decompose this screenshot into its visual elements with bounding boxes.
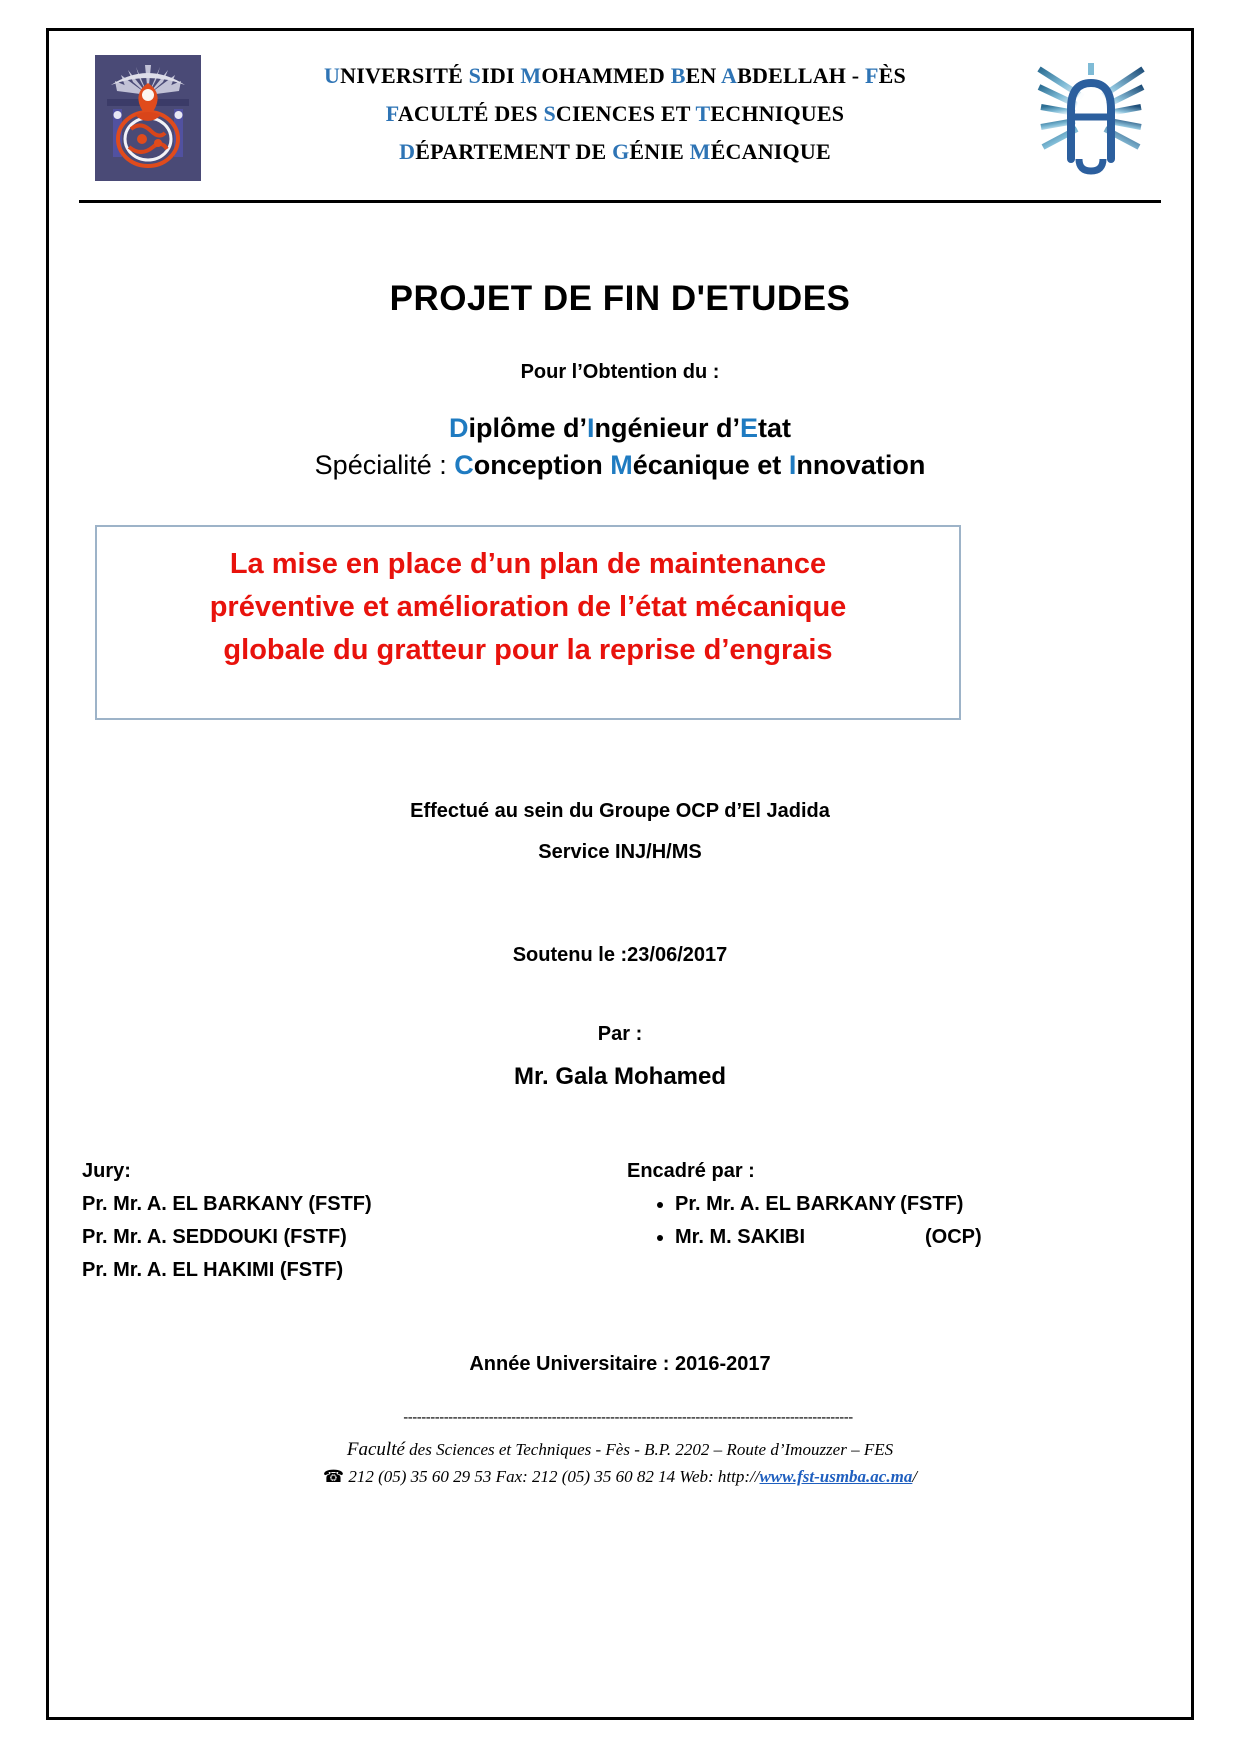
specialty-line (49, 450, 1191, 481)
supervisor-name: Pr. Mr. A. EL BARKANY (675, 1193, 897, 1215)
thesis-title-line-2: préventive et amélioration de l’état mécanique (209, 591, 847, 623)
degree-line (49, 413, 1191, 444)
jury-section (82, 1155, 582, 1287)
footer-address (49, 1436, 1191, 1463)
university-titles (219, 57, 1011, 171)
website-link[interactable]: www.fst-usmba.ac.ma (759, 1467, 913, 1486)
degree-cap-d: D (448, 413, 469, 443)
document-header (49, 39, 1191, 189)
degree-cap-e: E (740, 413, 759, 443)
specialty-cap-i: I (788, 450, 797, 480)
thesis-title-line-3: globale du gratteur pour la reprise d’engrais (223, 634, 833, 666)
author-name: Mr. Gala Mohamed (513, 1063, 727, 1090)
supervisor-name: Mr. M. SAKIBI (675, 1226, 806, 1248)
supervision-section (627, 1155, 1147, 1254)
degree-text-3: tat (758, 413, 792, 443)
footer-faculty-word: Faculté (346, 1439, 405, 1460)
supervisor-list (627, 1188, 1147, 1254)
author-label: Par : (597, 1023, 643, 1045)
host-organisation (49, 791, 1191, 873)
degree-text-1: iplôme d’ (468, 413, 587, 443)
specialty-text-1: onception (473, 450, 611, 480)
supervisor-org: (OCP) (925, 1226, 982, 1248)
jury-member: Pr. Mr. A. EL BARKANY (FSTF) (82, 1193, 372, 1215)
jury-member: Pr. Mr. A. SEDDOUKI (FSTF) (82, 1226, 347, 1248)
page-title: PROJET DE FIN D'ETUDES (389, 279, 851, 318)
degree-cap-i: I (586, 413, 595, 443)
specialty-cap-c: C (454, 450, 474, 480)
defense-date: Soutenu le :23/06/2017 (512, 944, 728, 966)
footer-contact (49, 1463, 1191, 1490)
degree-text-2: ngénieur d’ (594, 413, 741, 443)
phone-icon: ☎ (322, 1467, 345, 1486)
footer-contact-text: 212 (05) 35 60 29 53 Fax: 212 (05) 35 60 82 14 Web: http:// (344, 1467, 760, 1486)
department-name-line: DÉPARTEMENT DE GÉNIE MÉCANIQUE (399, 139, 831, 164)
page-border (46, 28, 1194, 1720)
list-item (675, 1188, 1147, 1221)
thesis-title (111, 543, 945, 672)
thesis-title-box (95, 525, 961, 720)
specialty-text-3: nnovation (796, 450, 926, 480)
footer-address-rest: des Sciences et Techniques - Fès - B.P. 2202 – Route d’Imouzzer – FES (404, 1440, 894, 1459)
jury-member: Pr. Mr. A. EL HAKIMI (FSTF) (82, 1259, 344, 1281)
supervision-heading: Encadré par : (627, 1160, 755, 1182)
usmba-university-logo-icon (95, 55, 201, 181)
list-item (675, 1221, 1147, 1254)
footer-separator: ---------------------------------------------------------------------------------------------------- (403, 1409, 853, 1426)
page-content (49, 31, 1191, 1717)
header-divider (79, 200, 1161, 203)
thesis-title-line-1: La mise en place d’un plan de maintenance (229, 548, 827, 580)
organisation-line-1: Effectué au sein du Groupe OCP d’El Jadida (410, 800, 830, 822)
footer (49, 1436, 1191, 1490)
academic-year: Année Universitaire : 2016-2017 (469, 1353, 771, 1375)
university-name-line: UNIVERSITÉ SIDI MOHAMMED BEN ABDELLAH - FÈS (324, 63, 906, 88)
organisation-line-2: Service INJ/H/MS (538, 841, 702, 863)
specialty-label: Spécialité : (314, 450, 455, 480)
fst-fes-logo-icon (1031, 51, 1151, 177)
footer-contact-suffix: / (912, 1467, 918, 1486)
supervisor-org: (FSTF) (900, 1193, 964, 1215)
faculty-name-line: FACULTÉ DES SCIENCES ET TECHNIQUES (385, 101, 845, 126)
purpose-label: Pour l’Obtention du : (520, 361, 720, 383)
specialty-text-2: écanique et (632, 450, 789, 480)
specialty-cap-m: M (610, 450, 633, 480)
jury-heading: Jury: (82, 1160, 131, 1182)
